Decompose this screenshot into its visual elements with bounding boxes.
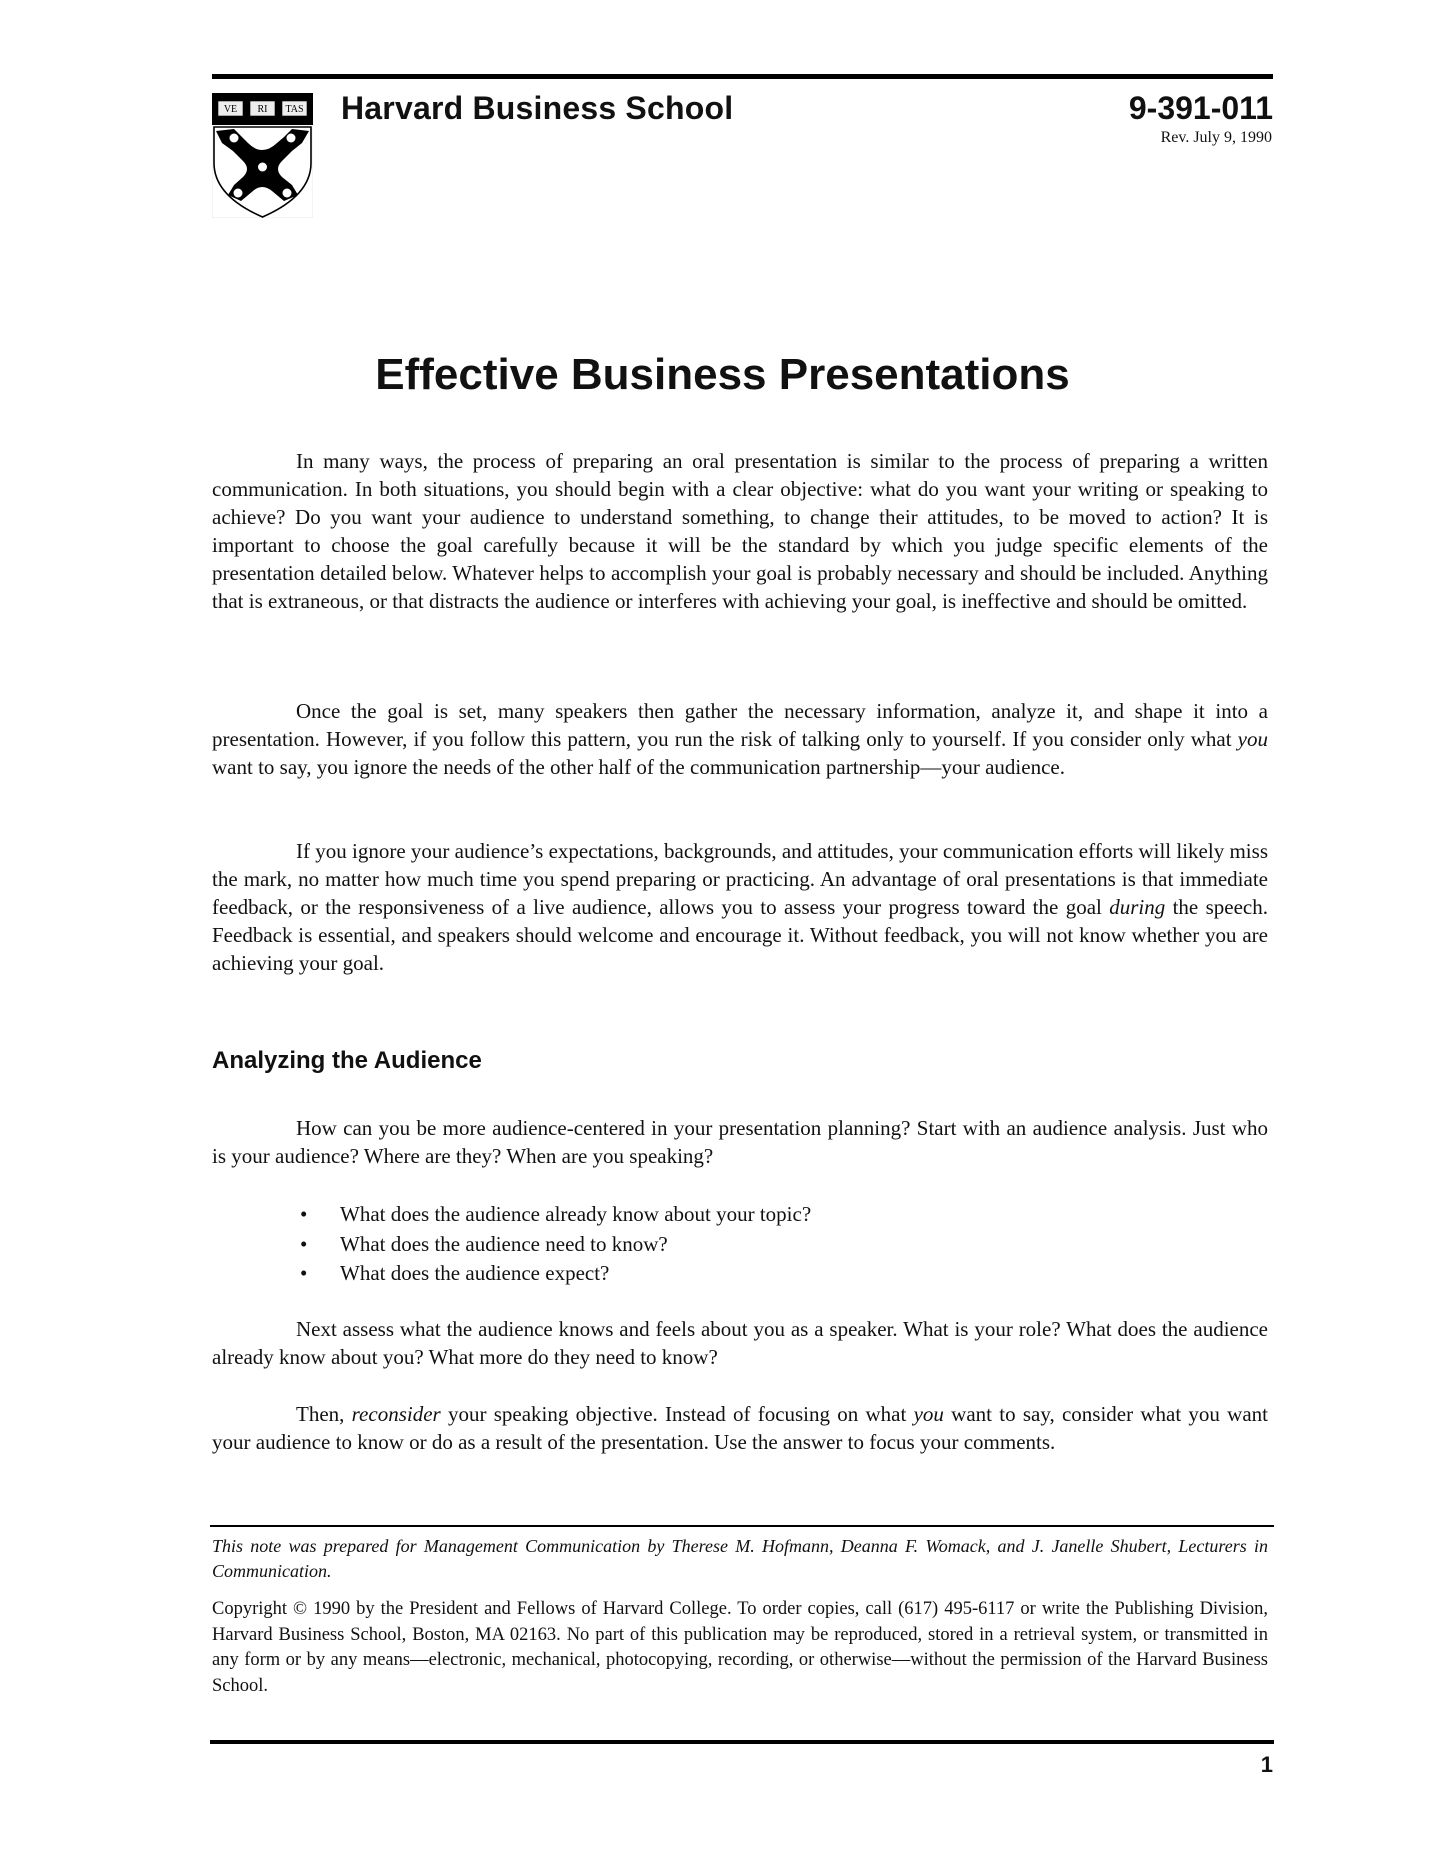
list-item: • What does the audience need to know?	[296, 1230, 811, 1260]
svg-text:RI: RI	[257, 104, 268, 115]
harvard-shield-icon	[212, 93, 313, 218]
page-title: Effective Business Presentations	[375, 350, 1070, 399]
paragraph-intro: In many ways, the process of preparing an oral presentation is similar to the process of preparing a written communication. In both situations, you should begin with a clear objective: what do you want your writing or speaking to achieve? Do you want your audience to understand something, to change their attitudes, to be moved to action? It is important to choose the goal carefully because it will be the standard by which you judge specific elements of the presentation detailed below. Whatever helps to accomplish your goal is probably necessary and should be included. Anything that is extraneous, or that distracts the audience or interferes with achieving your goal, is ineffective and should be omitted.	[212, 449, 1268, 613]
bullet-icon: •	[300, 1202, 308, 1226]
list-item: • What does the audience already know about your topic?	[296, 1200, 811, 1230]
footnote-rule	[210, 1525, 1274, 1527]
list-item: • What does the audience expect?	[296, 1259, 811, 1289]
header-top-rule	[212, 74, 1273, 79]
preparation-note: This note was prepared for Management Communication by Therese M. Hofmann, Deanna F. Womack, and J. Janelle Shubert, Lecturers in Communication.	[212, 1536, 1268, 1581]
revision-date: Rev. July 9, 1990	[1160, 129, 1272, 146]
paragraph-feedback: If you ignore your audience’s expectations, backgrounds, and attitudes, your communication efforts will likely miss the mark, no matter how much time you spend preparing or practicing. An advantage of oral presentations is that immediate feedback, or the responsiveness of a live audience, allows you to assess your progress toward the goal during the speech. Feedback is essential, and speakers should welcome and encourage it. Without feedback, you will not know whether you are achieving your goal.	[212, 839, 1268, 975]
page-number: 1	[1260, 1752, 1273, 1777]
bullet-icon: •	[300, 1261, 308, 1285]
section-heading: Analyzing the Audience	[212, 1047, 482, 1074]
school-name: Harvard Business School	[341, 90, 734, 126]
svg-text:VE: VE	[223, 104, 238, 115]
bullet-list	[296, 1200, 811, 1289]
copyright-notice: Copyright © 1990 by the President and Fellows of Harvard College. To order copies, call (617) 495-6117 or write the Publishing Division, Harvard Business School, Boston, MA 02163. No part of this publication may be reproduced, stored in a retrieval system, or transmitted in any form or by any means—electronic, mechanical, photocopying, recording, or otherwise—without the permission of the Harvard Business School.	[212, 1599, 1268, 1696]
footer-rule	[210, 1740, 1274, 1744]
document-number: 9-391-011	[1128, 90, 1273, 126]
paragraph-audience-intro: How can you be more audience-centered in your presentation planning? Start with an audience analysis. Just who is your audience? Where are they? When are you speaking?	[212, 1116, 1268, 1168]
paragraph-goal: Once the goal is set, many speakers then gather the necessary information, analyze it, and shape it into a presentation. However, if you follow this pattern, you run the risk of talking only to yourself. If you consider only what you want to say, you ignore the needs of the other half of the communication partnership—your audience.	[212, 699, 1268, 779]
paragraph-reconsider: Then, reconsider your speaking objective. Instead of focusing on what you want to say, consider what you want your audience to know or do as a result of the presentation. Use the answer to focus your comments.	[212, 1402, 1268, 1454]
bullet-icon: •	[300, 1231, 308, 1256]
svg-text:TAS: TAS	[285, 104, 304, 115]
paragraph-assess: Next assess what the audience knows and feels about you as a speaker. What is your role? What does the audience already know about you? What more do they need to know?	[212, 1317, 1268, 1369]
